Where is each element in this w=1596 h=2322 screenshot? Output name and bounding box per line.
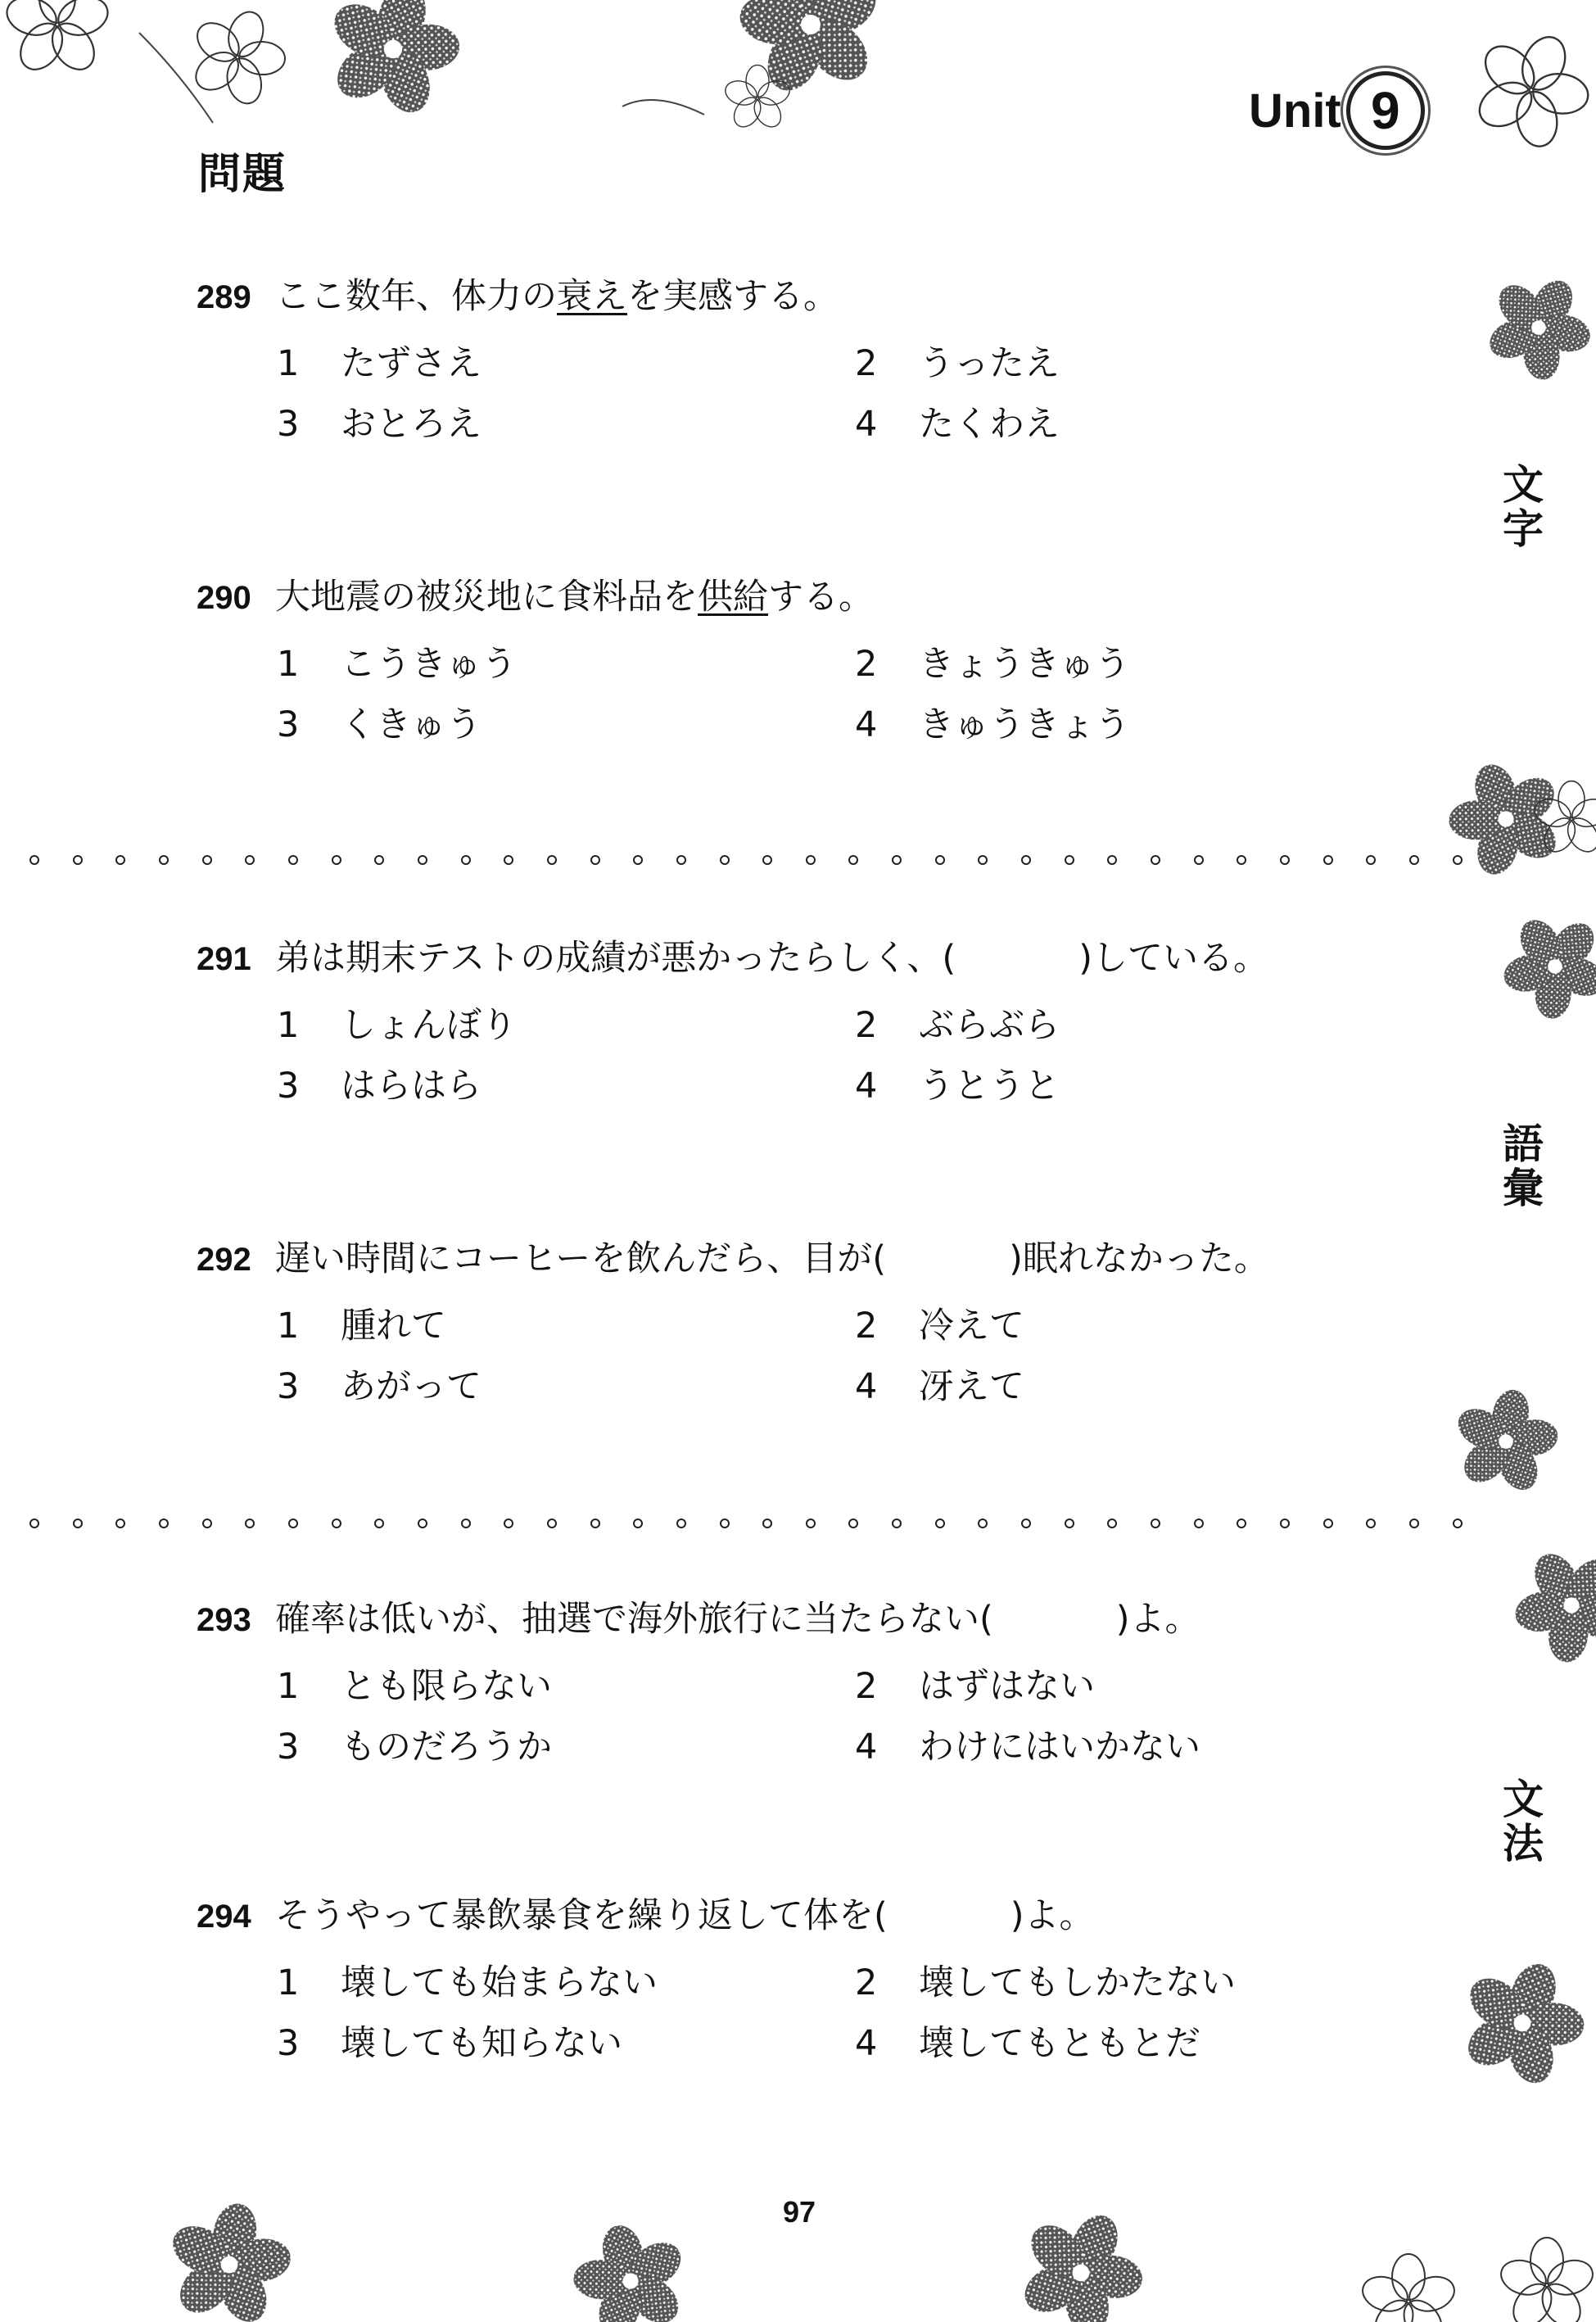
option[interactable]: 3 くきゅう [277,704,482,745]
option[interactable]: 2 うったえ [855,343,1060,384]
option[interactable]: 2 はずはない [855,1666,1095,1707]
option[interactable]: 3 ものだろうか [277,1727,552,1768]
section-label-moji: 文字 [1503,461,1544,553]
question-stem [197,1598,1425,1641]
section-label-goi: 語彙 [1503,1120,1544,1212]
section-label-bunpo: 文法 [1503,1776,1544,1867]
option[interactable]: 2 冷えて [855,1306,1024,1347]
question-number: 292 [197,1242,251,1278]
question [197,937,1425,1119]
underlined-word: 供給 [698,577,768,618]
options [197,336,1425,457]
options [197,1659,1425,1780]
option[interactable]: 3 おとろえ [277,404,482,445]
unit-badge [1249,70,1425,152]
question-stem [197,275,1425,319]
option[interactable]: 2 きょうきゅう [855,644,1130,685]
options [197,998,1425,1119]
option[interactable]: 1 こうきゅう [277,644,517,685]
option[interactable]: 3 はらはら [277,1066,482,1107]
stem-text: )よ。 [1115,1599,1200,1640]
stem-text: )眠れなかった。 [1009,1238,1269,1279]
options [197,1298,1425,1419]
underlined-word: 衰え [557,276,627,317]
stem-text: )よ。 [1010,1895,1095,1936]
option[interactable]: 3 あがって [277,1366,482,1407]
option[interactable]: 2 ぶらぶら [855,1005,1060,1046]
option[interactable]: 1 たずさえ [277,343,482,384]
unit-number: 9 [1346,71,1425,150]
stem-text: を実感する。 [627,276,839,317]
option[interactable]: 4 きゅうきょう [855,704,1130,745]
stem-text: そうやって暴飲暴食を繰り返して体を( [275,1895,888,1936]
option[interactable]: 2 壊してもしかたない [855,1962,1236,2003]
option[interactable]: 4 冴えて [855,1366,1024,1407]
stem-text: 弟は期末テストの成績が悪かったらしく、( [275,938,956,979]
stem-text: 確率は低いが、抽選で海外旅行に当たらない( [275,1599,993,1640]
dotted-divider [29,1515,1463,1532]
question [197,576,1425,758]
stem-text: )している。 [1078,938,1268,979]
stem-text: 遅い時間にコーヒーを飲んだら、目が( [275,1238,887,1279]
option[interactable]: 1 壊しても始まらない [277,1962,658,2003]
stem-text: ここ数年、体力の [275,276,557,317]
question-stem [197,1894,1425,1938]
dotted-divider [29,852,1463,868]
option[interactable]: 1 しょんぼり [277,1005,517,1046]
question-number: 294 [197,1899,251,1935]
question [197,1894,1425,2076]
question [197,1598,1425,1780]
question-number: 291 [197,941,251,977]
option[interactable]: 3 壊しても知らない [277,2023,622,2064]
stem-text: する。 [768,577,874,618]
option[interactable]: 4 たくわえ [855,404,1060,445]
option[interactable]: 4 壊してもともとだ [855,2023,1200,2064]
question-number: 289 [197,279,251,315]
question [197,275,1425,457]
options [197,636,1425,758]
option[interactable]: 4 うとうと [855,1066,1060,1107]
question-stem [197,937,1425,980]
question-number: 293 [197,1602,251,1638]
question [197,1238,1425,1419]
option[interactable]: 1 とも限らない [277,1666,552,1707]
question-number: 290 [197,580,251,616]
page-number: 97 [783,2195,816,2229]
question-stem [197,576,1425,619]
page-heading: 問題 [198,150,287,199]
question-stem [197,1238,1425,1281]
stem-text: 大地震の被災地に食料品を [275,577,698,618]
bottom-flower-border [0,2158,1596,2322]
unit-label: Unit [1249,84,1341,138]
options [197,1955,1425,2076]
option[interactable]: 1 腫れて [277,1306,446,1347]
option[interactable]: 4 わけにはいかない [855,1727,1200,1768]
